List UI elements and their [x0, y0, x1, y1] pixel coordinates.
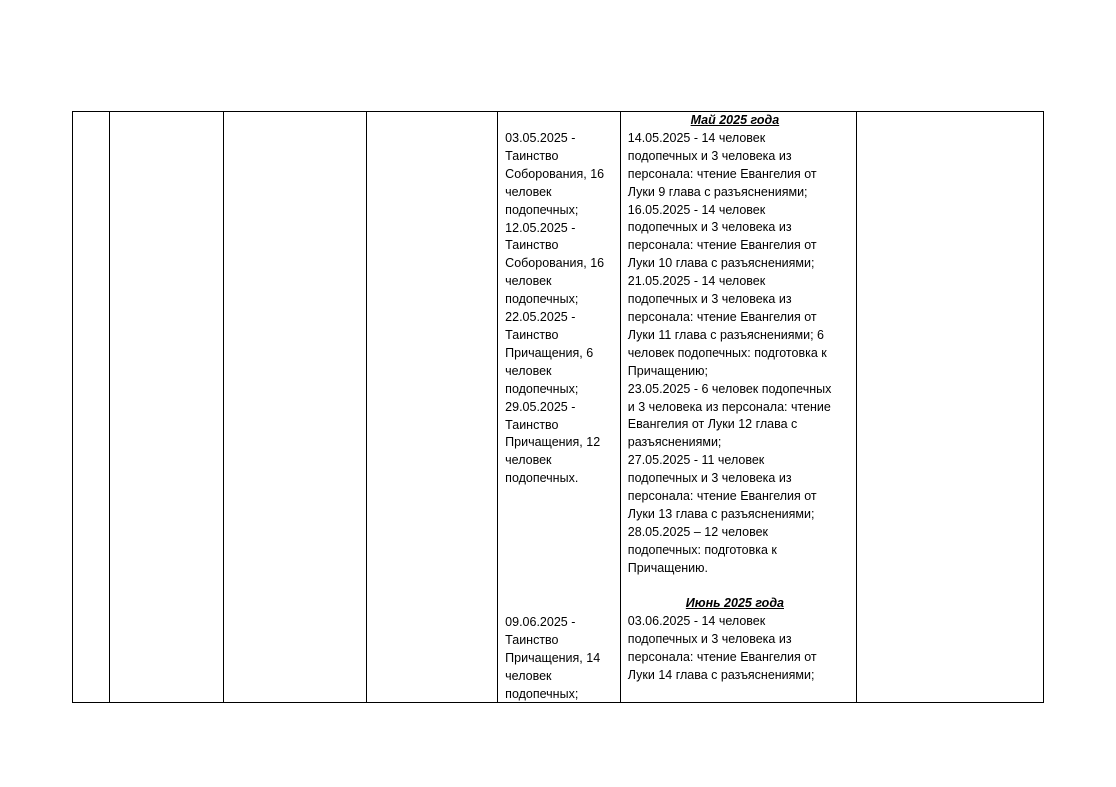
list-item: персонала: чтение Евангелия от	[627, 489, 817, 504]
june-sacraments-list	[505, 614, 600, 704]
list-item: Таинство	[505, 238, 559, 253]
list-item: Луки 9 глава с разъяснениями;	[627, 184, 808, 199]
list-item: 14.05.2025 - 14 человек	[627, 130, 766, 145]
may-sacraments-list	[505, 130, 604, 488]
table-cell-empty-7	[857, 112, 1044, 703]
list-item: Причащения, 14	[505, 650, 601, 665]
list-item: Таинство	[505, 632, 559, 647]
activities-list	[621, 112, 856, 685]
list-item: Луки 11 глава с разъяснениями; 6	[627, 327, 824, 342]
list-item: Таинство	[505, 417, 559, 432]
list-item: разъяснениями;	[627, 435, 722, 450]
table-row	[73, 112, 1044, 703]
list-item: 16.05.2025 - 14 человек	[627, 202, 766, 217]
list-item: Причащения, 12	[505, 435, 601, 450]
list-item: подопечных;	[505, 686, 579, 701]
list-item: Евангелия от Луки 12 глава с	[627, 417, 798, 432]
list-item: персонала: чтение Евангелия от	[627, 238, 817, 253]
list-item: подопечных.	[505, 471, 579, 486]
list-item: Соборования, 16	[505, 166, 605, 181]
list-item: Причащения, 6	[505, 345, 594, 360]
list-item: и 3 человека из персонала: чтение	[627, 399, 831, 414]
list-item: Таинство	[505, 327, 559, 342]
list-item: Луки 14 глава с разъяснениями;	[627, 668, 815, 683]
june-heading: Июнь 2025 года	[685, 596, 784, 611]
list-item: человек	[505, 668, 552, 683]
list-item: подопечных;	[505, 202, 579, 217]
list-item: подопечных;	[505, 292, 579, 307]
table-cell-empty-4	[366, 112, 498, 703]
list-item: 22.05.2025 -	[505, 310, 576, 325]
table-cell-sacraments	[498, 112, 621, 703]
list-item: 21.05.2025 - 14 человек	[627, 274, 766, 289]
blank-line	[628, 578, 856, 596]
list-item: персонала: чтение Евангелия от	[627, 166, 817, 181]
list-item: подопечных;	[505, 381, 579, 396]
may-heading: Май 2025 года	[690, 113, 780, 127]
list-item: подопечных и 3 человека из	[627, 471, 792, 486]
list-item: 03.05.2025 -	[505, 131, 576, 145]
list-item: подопечных и 3 человека из	[627, 632, 792, 647]
list-item: подопечных и 3 человека из	[627, 220, 792, 235]
table-cell-empty-3	[223, 112, 366, 703]
list-item: персонала: чтение Евангелия от	[627, 650, 817, 665]
list-item: персонала: чтение Евангелия от	[627, 309, 817, 324]
list-item: 23.05.2025 - 6 человек подопечных	[627, 381, 832, 396]
table-cell-number	[73, 112, 110, 703]
list-item: Таинство	[505, 148, 559, 163]
list-item: человек	[505, 274, 552, 289]
list-item: 09.06.2025 -	[505, 615, 576, 629]
list-item: 12.05.2025 -	[505, 220, 576, 235]
table-cell-empty-2	[110, 112, 224, 703]
list-item: человек	[505, 453, 552, 468]
list-item: 28.05.2025 – 12 человек	[627, 524, 768, 539]
list-item: Причащению;	[627, 363, 709, 378]
table-cell-activities	[620, 112, 856, 703]
list-item: 03.06.2025 - 14 человек	[627, 614, 766, 629]
list-item: Луки 13 глава с разъяснениями;	[627, 506, 815, 521]
list-item: подопечных и 3 человека из	[627, 148, 792, 163]
list-item: 29.05.2025 -	[505, 399, 576, 414]
list-item: Луки 10 глава с разъяснениями;	[627, 256, 815, 271]
list-item: человек	[505, 363, 552, 378]
list-item: подопечных: подготовка к	[627, 542, 777, 557]
list-item: человек	[505, 184, 552, 199]
list-item: человек подопечных: подготовка к	[627, 345, 827, 360]
list-item: Причащению.	[627, 560, 709, 575]
list-item: Соборования, 16	[505, 256, 605, 271]
list-item: подопечных и 3 человека из	[627, 292, 792, 307]
report-table	[72, 111, 1044, 703]
list-item: 27.05.2025 - 11 человек	[627, 453, 765, 468]
